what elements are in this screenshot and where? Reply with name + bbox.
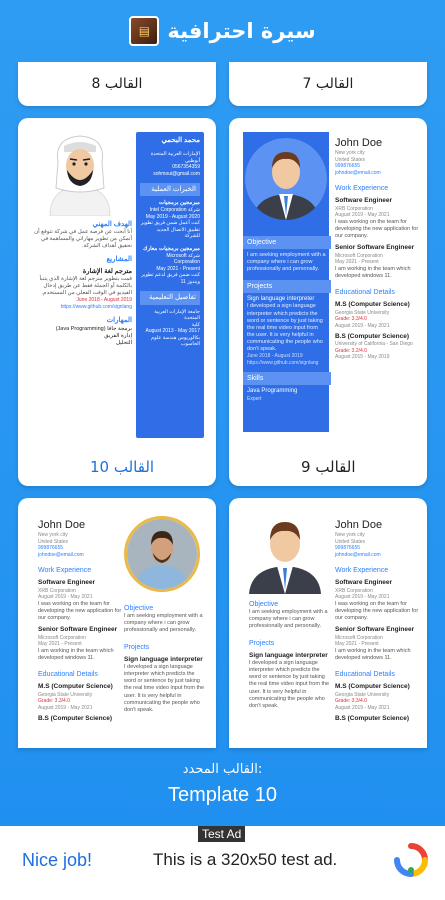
resume-ar-edu1-dates: August 2013 - May 2017 [145,328,200,335]
resume-11-job1-dates: August 2019 - May 2021 [335,594,390,601]
resume-9-edu2-school: University of California - San Diego [335,341,413,348]
resume-9-edu2-dates: August 2015 - May 2019 [335,354,390,361]
resume-11-job2-company: Microsoft Corporation [335,634,383,641]
app-header [0,0,445,62]
resume-12-job2-company: Microsoft Corporation [38,634,86,641]
resume-ar-edu2: بكالوريوس هندسة علوم الحاسوب [150,334,200,348]
template-label-7: القالب 7 [302,76,354,92]
avatar-businessman-icon [245,512,325,594]
resume-9-sidebar [243,132,329,432]
resume-ar-job1: مبرمجين برمجيات [158,200,200,207]
resume-11-edu1-school: Georgia State University [335,691,390,698]
resume-11-job2: Senior Software Engineer [335,626,415,634]
resume-ar-project1-link: https://www.github.com/signlang [60,303,132,310]
selected-template-value: Template 10 [168,784,277,806]
resume-11-email: johndoe@email.com [335,551,381,558]
resume-ar-skill2: إدارة الفريق [104,332,132,339]
resume-12-city: New york city [38,532,68,539]
resume-12-edu1-grade: Grade: 3.3/4.0 [38,698,70,704]
resume-11-objective-text: I am seeking employment with a company where i can grow professionally and personally. [249,609,328,630]
resume-9-edu1-dates: August 2019 - May 2021 [335,322,390,329]
resume-11-projects-title: Projects [249,639,275,647]
resume-9-job2-company: Microsoft Corporation [335,252,383,259]
resume-11-work-title: Work Experience [335,567,389,575]
resume-11-edu-title: Educational Details [335,670,395,678]
resume-12-project1: Sign language interpreter [124,655,203,663]
resume-12-main [38,518,128,723]
resume-12-job1-dates: August 2019 - May 2021 [38,594,93,601]
resume-9-job2-desc: I am working in the team which developed windows 11. [335,265,411,279]
resume-9-objective-text: I am seeking employment with a company where i can grow professionally and personally. [247,252,326,273]
resume-9-objective-title: Objective [243,236,331,249]
resume-ar-goal-title: الهدف المهني [92,221,132,228]
resume-ar-main [28,132,132,347]
template-card-11[interactable] [229,498,427,748]
resume-9-job2-dates: May 2021 - Present [335,259,379,266]
resume-ar-email: sohmoui@gmail.com [153,170,200,177]
resume-ar-edu-title: تفاصيل التعليمية [140,291,200,304]
resume-ar-phone: 0567354359 [172,164,200,171]
resume-12-work-title: Work Experience [38,567,92,575]
resume-9-job2: Senior Software Engineer [335,244,415,252]
template-card-9[interactable] [229,118,427,486]
resume-12-edu-title: Educational Details [38,670,98,678]
resume-11-city: New york city [335,532,365,539]
resume-ar-skills-title: المهارات [106,317,132,325]
resume-9-edu-title: Educational Details [335,288,395,296]
resume-11-job2-desc: I am working in the team which developed windows 11. [335,647,411,661]
template-card-8[interactable] [18,62,216,106]
resume-ar-project1: مترجم لغة الإشارة [82,267,132,275]
avatar-arab-man-icon [40,132,120,216]
resume-9-job1-desc: I was working on the team for developing the new application for our company. [335,218,419,240]
resume-ar-job2-desc: كنت ضمن فريق لدعم تطوير ويندوز 11 [141,272,200,285]
ad-text[interactable]: This is a 320x50 test ad. [153,850,338,869]
resume-9-project1-desc: I developed a sign language interpreter which predicts the word or sentence by just taking the real time video input from the user. It is very helpful in communicating the people who don't speak. [247,303,323,353]
resume-11-main [335,518,421,723]
resume-11-job1: Software Engineer [335,579,393,587]
template-card-10[interactable] [18,118,216,486]
ad-cta[interactable]: Nice job! [22,850,93,870]
resume-12-side [124,604,208,714]
resume-9-skill1-level: Expert [247,396,262,403]
resume-ar-project1-dates: June 2018 - August 2019 [76,297,132,304]
resume-9-edu2: B.S (Computer Science) [335,333,410,340]
resume-12-phone: 999876655 [38,545,64,552]
resume-ar-edu1-school: كلية [191,321,200,328]
resume-ar-job2: مبرمجين برمجيات معارك [142,245,200,252]
resume-9-projects-title: Projects [243,280,331,293]
resume-ar-project1-desc: قمت بتطوير مترجم لغة الإشارة الذي يتنبأ بالكلمة أو الجملة فقط عن طريق إدخال الفيديو في الوقت الفعلي من المستخدم. [39,276,132,297]
selected-template-label: القالب المحدد: [182,762,263,777]
resume-12-job2: Senior Software Engineer [38,626,118,634]
resume-9-job1-dates: August 2019 - May 2021 [335,212,390,219]
resume-12-project1-desc: I developed a sign language interpreter which predicts the word or sentence by just taking the real time video input from the user. It is very helpful in communicating the people who don't speak. [124,664,205,713]
resume-9-name: John Doe [335,137,383,149]
resume-12-edu1-school: Georgia State University [38,691,93,698]
resume-12-edu1-dates: August 2019 - May 2021 [38,704,93,711]
resume-11-job1-company: XRB Corporation [335,587,373,594]
resume-9-skills-title: Skills [243,372,331,385]
resume-ar-job1-desc: كنت أعمل ضمن فريق تطوير تطبيق الاتصال الجديد للشركة [140,220,200,240]
resume-11-phone: 999876655 [335,545,361,552]
resume-ar-city: أبوظبي [184,157,200,164]
resume-9-city: New york city [335,150,365,157]
resume-11-edu1-grade: Grade: 3.3/4.0 [335,698,367,704]
admob-logo-icon[interactable] [393,842,429,878]
resume-11-project1-desc: I developed a sign language interpreter which predicts the word or sentence by just taking the real time video input from the user. It is very helpful in communicating the people who don't speak. [249,660,330,709]
resume-ar-work-title: الخبرات العملية [140,183,200,196]
resume-11-job2-dates: May 2021 - Present [335,641,379,648]
resume-9-edu1: M.S (Computer Science) [335,301,410,309]
resume-9-job1: Software Engineer [335,197,393,205]
resume-12-email: johndoe@email.com [38,551,84,558]
resume-9-country: United States [335,156,366,163]
avatar-businessman-icon [245,138,327,220]
resume-ar-projects-title: المشاريع [106,255,132,263]
resume-12-job1: Software Engineer [38,579,96,587]
resume-9-phone: 999876655 [335,163,361,170]
resume-9-email: johndoe@email.com [335,169,381,176]
resume-11-edu2: B.S (Computer Science) [335,715,410,722]
resume-11-edu1: M.S (Computer Science) [335,683,410,691]
resume-11-edu1-dates: August 2019 - May 2021 [335,704,390,711]
resume-9-project1-dates: June 2018 - August 2019 [247,353,303,360]
resume-ar-address: الإمارات العربية المتحدة [150,151,200,158]
resume-9-edu1-grade: Grade: 3.3/4.0 [335,316,367,322]
resume-9-job1-company: XRB Corporation [335,205,373,212]
resume-ar-skill1: برمجة جافا (Java Programming) [55,325,132,332]
app-logo-icon: ▤ [129,16,159,46]
resume-ar-edu1: جامعة الإمارات العربية المتحدة [154,308,200,322]
resume-12-objective-title: Objective [124,605,154,612]
app-title: سيرة احترافية [167,19,316,43]
test-ad-badge: Test Ad [198,826,245,842]
resume-12-objective-text: I am seeking employment with a company where i can grow professionally and personally. [124,613,203,634]
resume-9-work-title: Work Experience [335,185,389,193]
template-label-9: القالب 9 [301,458,356,476]
resume-12-country: United States [38,538,69,545]
resume-9-project1: Sign language interpreter [247,295,315,302]
resume-11-left [249,600,333,710]
resume-11-objective-title: Objective [249,601,279,608]
resume-ar-sidebar [136,132,204,438]
template-card-12[interactable] [18,498,216,748]
resume-11-name: John Doe [335,519,383,531]
resume-ar-job1-dates: May 2019 - August 2020 [145,213,200,220]
resume-11-project1: Sign language interpreter [249,651,328,659]
resume-12-edu2: B.S (Computer Science) [38,715,113,722]
resume-9-skill1: Java Programming [247,388,298,395]
resume-ar-skill3: التحليل [115,339,132,346]
resume-ar-job2-company: شركة Microsoft Corporation [166,252,200,266]
resume-12-projects-title: Projects [124,643,150,651]
resume-ar-name: محمد البحمي [161,137,200,144]
resume-11-country: United States [335,538,366,545]
resume-12-name: John Doe [38,519,86,531]
template-label-8: القالب 8 [91,76,143,92]
resume-ar-job1-company: شركة Intel Corporation [149,207,200,214]
resume-9-main [335,136,419,361]
resume-12-job1-desc: I was working on the team for developing the new application for our company. [38,600,122,622]
resume-9-project1-link: https://www.github.com/signlang [247,359,319,366]
resume-12-job1-company: XRB Corporation [38,587,76,594]
resume-ar-job2-dates: May 2021 - Present [156,265,200,272]
resume-12-job2-desc: I am working in the team which developed windows 11. [38,647,114,661]
resume-11-job1-desc: I was working on the team for developing the new application for our company. [335,600,419,622]
resume-9-edu1-school: Georgia State University [335,309,390,316]
resume-ar-goal-text: أنا أبحث عن فرصة عمل في شركة تتوقع أن أتمكن من تطوير مهاراتي والمساهمة في تحقيق أهداف الشركة. [34,229,132,250]
resume-12-edu1: M.S (Computer Science) [38,683,113,691]
template-label-10: القالب 10 [90,458,155,476]
template-card-7[interactable] [229,62,427,106]
resume-9-edu2-grade: Grade: 3.2/4.0 [335,347,367,354]
avatar-photo-man-icon [124,516,200,592]
resume-12-job2-dates: May 2021 - Present [38,641,82,648]
